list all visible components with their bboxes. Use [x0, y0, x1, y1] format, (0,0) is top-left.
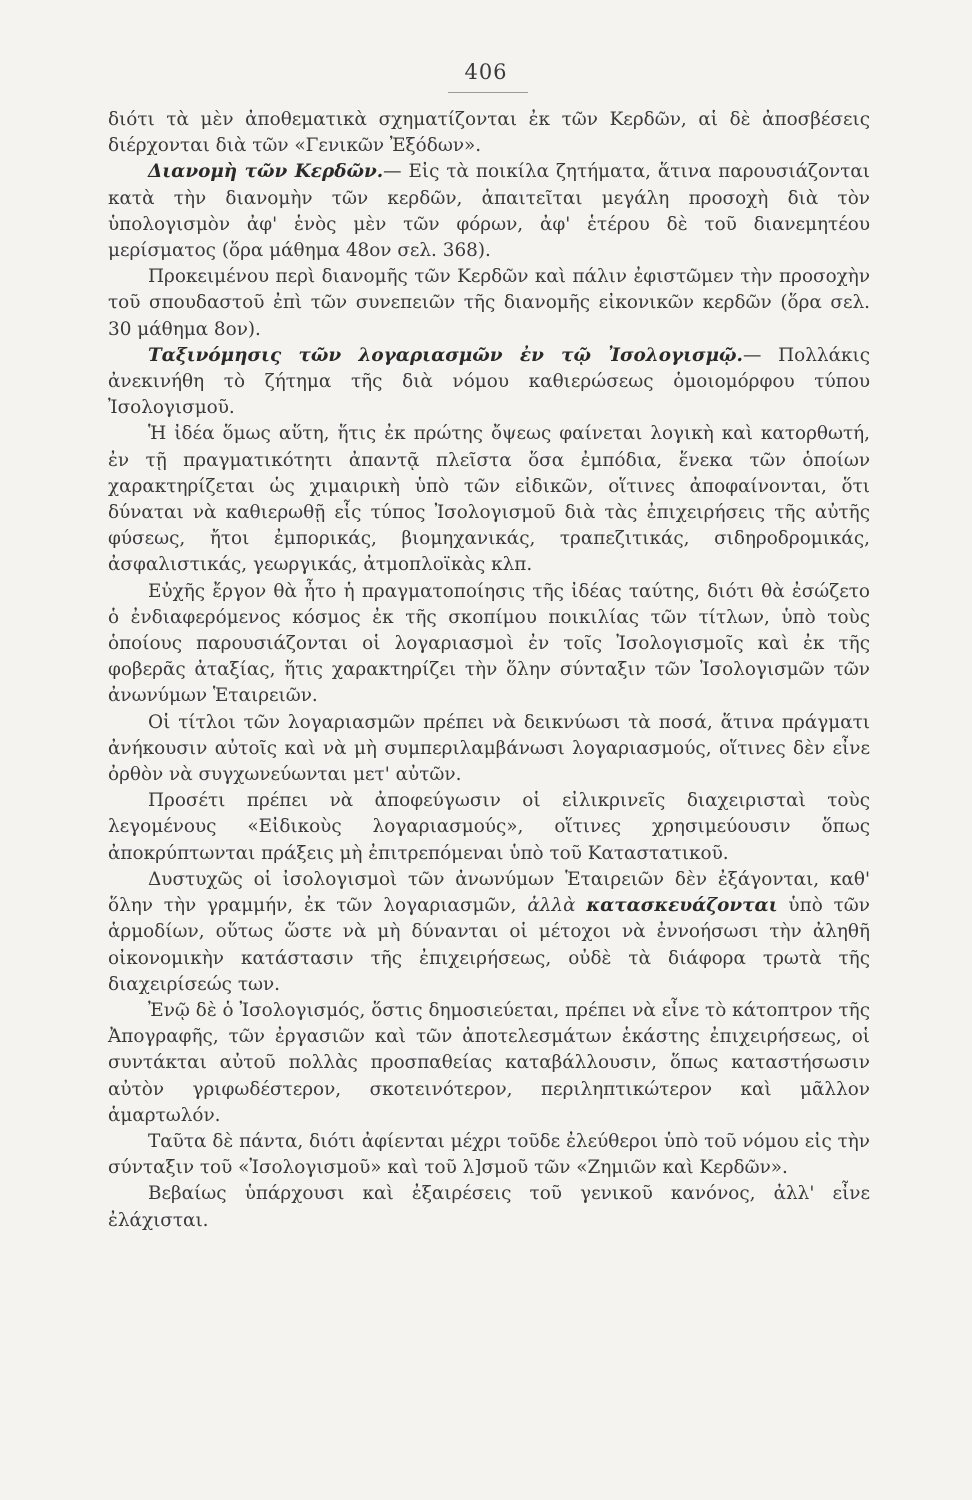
- section-heading-profit-distribution: Διανομὴ τῶν Κερδῶν.: [148, 161, 384, 183]
- page-number: 406: [464, 60, 508, 84]
- paragraph-freedom: Ταῦτα δὲ πάντα, διότι ἀφίενται μέχρι τοῦδε ἐλεύθεροι ὑπὸ τοῦ νόμου εἰς τὴν σύνταξιν τοῦ «Ἰσολογισμοῦ» καὶ τοῦ λ]σμοῦ τῶν «Ζημιῶν καὶ Κερδῶν».: [108, 1130, 870, 1179]
- paragraph-wish: Εὐχῆς ἔργον θὰ ἦτο ἡ πραγματοποίησις τῆς ἰδέας ταύτης, διότι θὰ ἐσώζετο ὁ ἐνδιαφερόμενος κόσμος ἐκ τῆς σκοπίμου ποικιλίας τῶν τίτλων, ὑπὸ τοὺς ὁποίους παρουσιάζονται οἱ λογαριασμοὶ ἐν τοῖς Ἰσολογισμοῖς καὶ ἐκ τῆς φοβερᾶς ἀταξίας, ἥτις χαρακτηρίζει τὴν ὅλην σύνταξιν τῶν Ἰσολογισμῶν τῶν ἀνωνύμων Ἑταιρειῶν.: [108, 580, 870, 707]
- header-rule: [448, 92, 528, 93]
- paragraph-uniform-idea: Ἡ ἰδέα ὅμως αὕτη, ἥτις ἐκ πρώτης ὄψεως φαίνεται λογικὴ καὶ κατορθωτή, ἐν τῇ πραγματικότητι ἀπαντᾷ πλεῖστα ὅσα ἐμπόδια, ἕνεκα τῶν ὁποίων χαρακτηρίζεται ὡς χιμαιρικὴ ὑπὸ τῶν εἰδικῶν, οἵτινες ἀποφαίνονται, ὅτι δύναται νὰ καθιερωθῇ εἷς τύπος Ἰσολογισμοῦ διὰ τὰς ἐπιχειρήσεις τῆς αὐτῆς φύσεως, ἤτοι ἐμπορικάς, βιομηχανικάς, τραπεζιτικάς, σιδηροδρομικάς, ἀσφαλιστικάς, γεωργικάς, ἀτμοπλοϊκὰς κλπ.: [108, 423, 870, 576]
- paragraph-exceptions: Βεβαίως ὑπάρχουσι καὶ ἐξαιρέσεις τοῦ γενικοῦ κανόνος, ἀλλ' εἶνε ἐλάχισται.: [108, 1183, 870, 1231]
- paragraph-mirror: Ἐνῷ δὲ ὁ Ἰσολογισμός, ὅστις δημοσιεύεται, πρέπει νὰ εἶνε τὸ κάτοπτρον τῆς Ἀπογραφῆς, τῶν ἐργασιῶν καὶ τῶν ἀποτελεσμάτων ἑκάστης ἐπιχειρήσεως, οἱ συντάκται αὐτοῦ πολλὰς προσπαθείας καταβάλλουσιν, ὅπως καταστήσωσιν αὐτὸν γριφωδέστερον, σκοτεινότερον, περιληπτικώτερον καὶ μᾶλλον ἁμαρτωλόν.: [108, 999, 870, 1126]
- paragraph-reserves: διότι τὰ μὲν ἀποθεματικὰ σχηματίζονται ἐκ τῶν Κερδῶν, αἱ δὲ ἀποσβέσεις διέρχονται διὰ τῶν «Γενικῶν Ἐξόδων».: [108, 109, 870, 157]
- paragraph-special-accounts: Προσέτι πρέπει νὰ ἀποφεύγωσιν οἱ εἰλικρινεῖς διαχειρισταὶ τοὺς λεγομένους «Εἰδικοὺς λογαριασμούς», οἵτινες χρησιμεύουσιν ὅπως ἀποκρύπτωνται πράξεις μὴ ἐπιτρεπόμεναι ὑπὸ τοῦ Καταστατικοῦ.: [108, 790, 870, 864]
- paragraph-profit-distribution: Διανομὴ τῶν Κερδῶν.— Εἰς τὰ ποικίλα ζητήματα, ἅτινα παρουσιάζονται κατὰ τὴν διανομὴν τῶν κερδῶν, ἀπαιτεῖται μεγάλη προσοχὴ διὰ τὸν ὑπολογισμὸν ἀφ' ἑνὸς μὲν τῶν φόρων, ἀφ' ἑτέρου δὲ τοῦ διανεμητέου μερίσματος (ὅρα μάθημα 48ον σελ. 368).: [108, 161, 871, 262]
- paragraph-fabricated-balances: Δυστυχῶς οἱ ἰσολογισμοὶ τῶν ἀνωνύμων Ἑταιρειῶν δὲν ἐξάγονται, καθ' ὅλην τὴν γραμμήν, ἐκ τῶν λογαριασμῶν, ἀλλὰ κατασκευάζονται ὑπὸ τῶν ἁρμοδίων, οὕτως ὥστε νὰ μὴ δύνανται οἱ μέτοχοι νὰ ἐννοήσωσι τὴν ἀληθῆ οἰκονομικὴν κατάστασιν τῆς ἐπιχειρήσεως, οὐδὲ τὰ διάφορα τρωτὰ τῆς διαχειρίσεώς των.: [108, 868, 870, 995]
- emphasis-word: κατασκευάζονται: [586, 895, 778, 917]
- section-heading-account-classification: Ταξινόμησις τῶν λογαριασμῶν ἐν τῷ Ἰσολογισμῷ.: [148, 344, 743, 366]
- body-text: [108, 107, 870, 1234]
- paragraph-account-titles: Οἱ τίτλοι τῶν λογαριασμῶν πρέπει νὰ δεικνύωσι τὰ ποσά, ἅτινα πράγματι ἀνήκουσιν αὐτοῖς καὶ νὰ μὴ συμπεριλαμβάνωσι λογαριασμούς, οἵτινες δὲν εἶνε ὀρθὸν νὰ συγχωνεύωνται μετ' αὐτῶν.: [108, 711, 870, 786]
- italic-phrase: ἀλλὰ: [527, 895, 576, 917]
- paragraph-account-classification: Ταξινόμησις τῶν λογαριασμῶν ἐν τῷ Ἰσολογισμῷ.— Πολλάκις ἀνεκινήθη τὸ ζήτημα τῆς διὰ νόμου καθιερώσεως ὁμοιομόρφου τύπου Ἰσολογισμοῦ.: [108, 344, 870, 419]
- paragraph-fictitious-profits: Προκειμένου περὶ διανομῆς τῶν Κερδῶν καὶ πάλιν ἐφιστῶμεν τὴν προσοχὴν τοῦ σπουδαστοῦ ἐπὶ τῶν συνεπειῶν τῆς διανομῆς εἰκονικῶν κερδῶν (ὅρα σελ. 30 μάθημα 8ον).: [108, 266, 870, 340]
